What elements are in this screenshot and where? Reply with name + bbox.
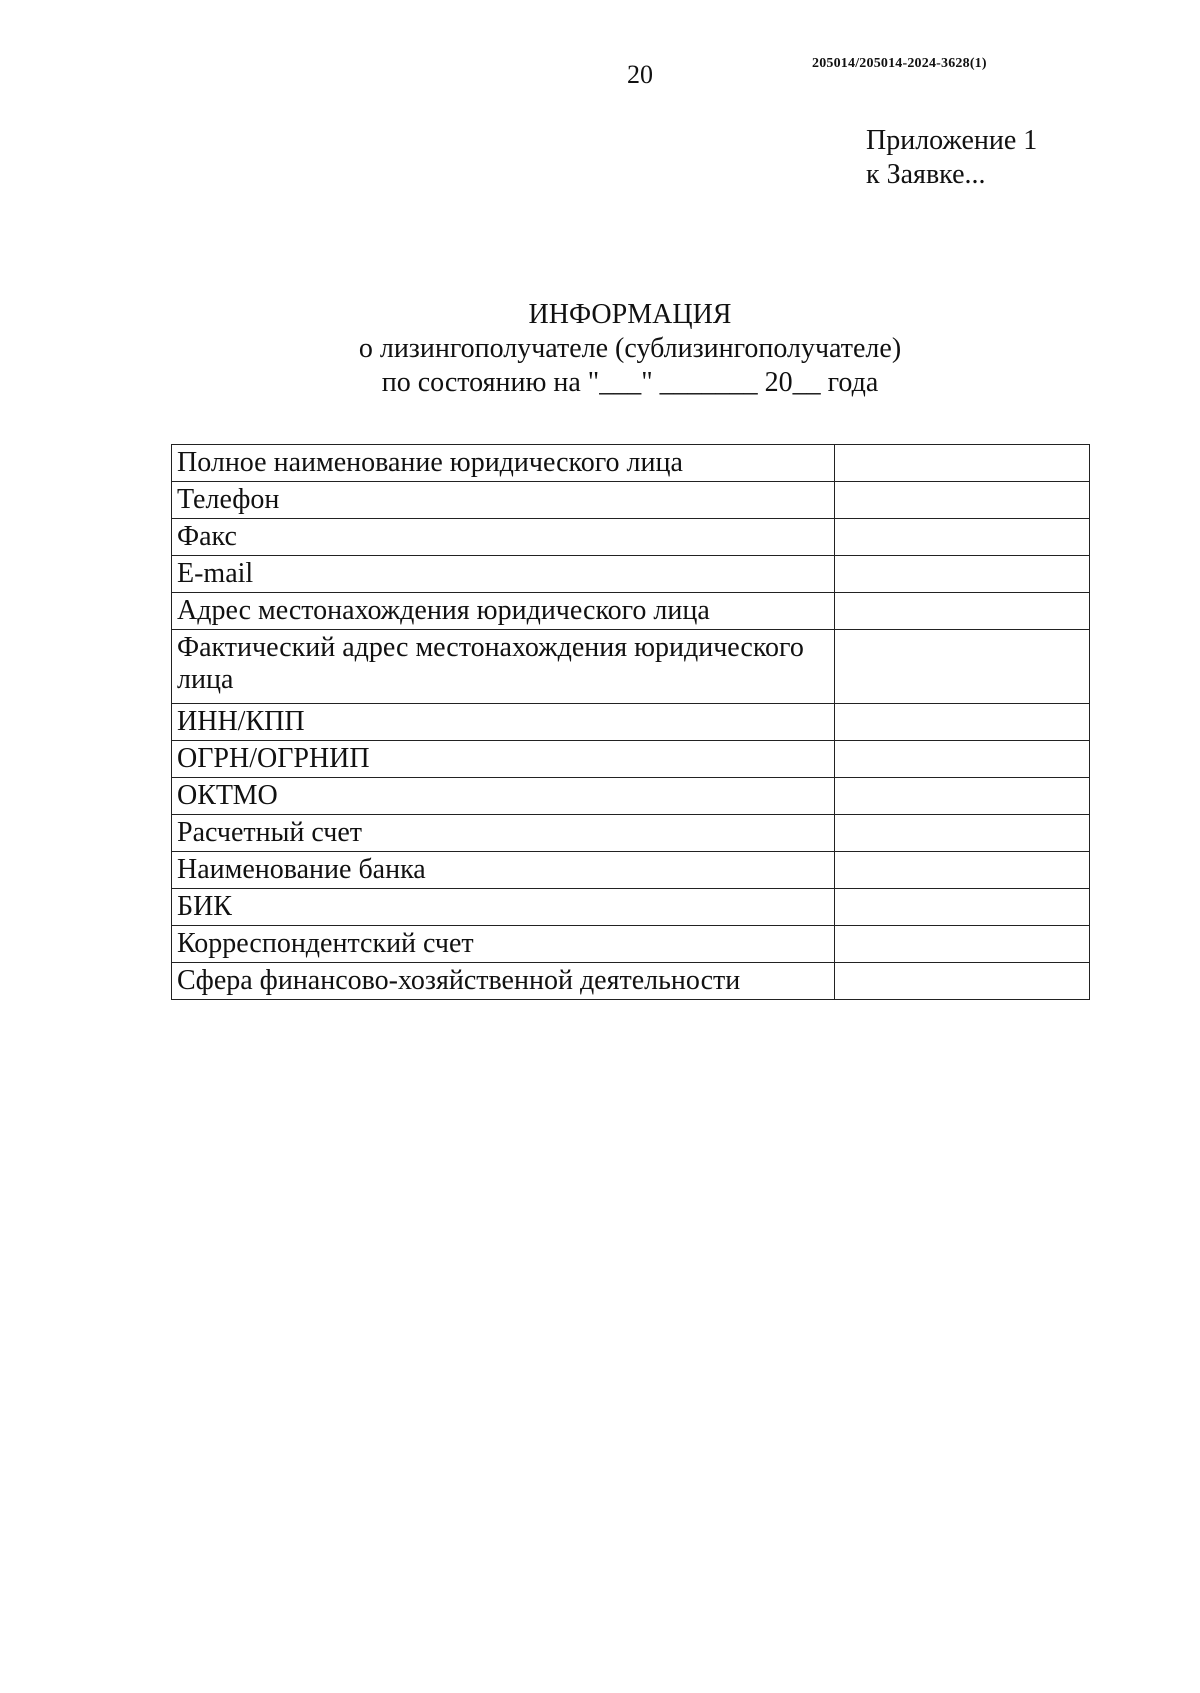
row-label: Наименование банка — [172, 852, 835, 889]
row-value-cell[interactable] — [835, 519, 1090, 556]
row-value-cell[interactable] — [835, 630, 1090, 704]
row-value-cell[interactable] — [835, 593, 1090, 630]
row-label: БИК — [172, 889, 835, 926]
row-value-cell[interactable] — [835, 556, 1090, 593]
row-value-cell[interactable] — [835, 482, 1090, 519]
row-value-cell[interactable] — [835, 889, 1090, 926]
document-id: 205014/205014-2024-3628(1) — [812, 56, 987, 71]
row-label: E-mail — [172, 556, 835, 593]
appendix-reference — [866, 124, 1037, 192]
appendix-line-1: Приложение 1 — [866, 125, 1038, 156]
row-label: Фактический адрес местонахождения юридического лица — [172, 630, 835, 704]
row-label: Факс — [172, 519, 835, 556]
table-row — [172, 926, 1090, 963]
table-row — [172, 630, 1090, 704]
document-subtitle: о лизингополучателе (сублизингополучателе) — [358, 333, 902, 364]
table-row — [172, 741, 1090, 778]
row-label: Корреспондентский счет — [172, 926, 835, 963]
table-row — [172, 482, 1090, 519]
table-row — [172, 593, 1090, 630]
page-number: 20 — [627, 60, 653, 89]
row-value-cell[interactable] — [835, 741, 1090, 778]
table-row — [172, 852, 1090, 889]
table-row — [172, 889, 1090, 926]
row-value-cell[interactable] — [835, 852, 1090, 889]
row-value-cell[interactable] — [835, 926, 1090, 963]
row-value-cell[interactable] — [835, 963, 1090, 1000]
row-value-cell[interactable] — [835, 778, 1090, 815]
row-value-cell[interactable] — [835, 704, 1090, 741]
row-label: Расчетный счет — [172, 815, 835, 852]
row-label: ОГРН/ОГРНИП — [172, 741, 835, 778]
info-table — [171, 444, 1090, 1000]
appendix-line-2: к Заявке... — [866, 159, 986, 190]
table-row — [172, 815, 1090, 852]
document-heading — [160, 298, 1100, 400]
document-title: ИНФОРМАЦИЯ — [528, 299, 732, 330]
table-row — [172, 519, 1090, 556]
row-value-cell[interactable] — [835, 445, 1090, 482]
row-label: Сфера финансово-хозяйственной деятельности — [172, 963, 835, 1000]
table-row — [172, 963, 1090, 1000]
row-label: ОКТМО — [172, 778, 835, 815]
table-row — [172, 556, 1090, 593]
table-row — [172, 445, 1090, 482]
table-row — [172, 704, 1090, 741]
row-label: Адрес местонахождения юридического лица — [172, 593, 835, 630]
row-value-cell[interactable] — [835, 815, 1090, 852]
table-row — [172, 778, 1090, 815]
row-label: Полное наименование юридического лица — [172, 445, 835, 482]
row-label: ИНН/КПП — [172, 704, 835, 741]
row-label: Телефон — [172, 482, 835, 519]
date-line: по состоянию на "___" _______ 20__ года — [381, 367, 879, 398]
